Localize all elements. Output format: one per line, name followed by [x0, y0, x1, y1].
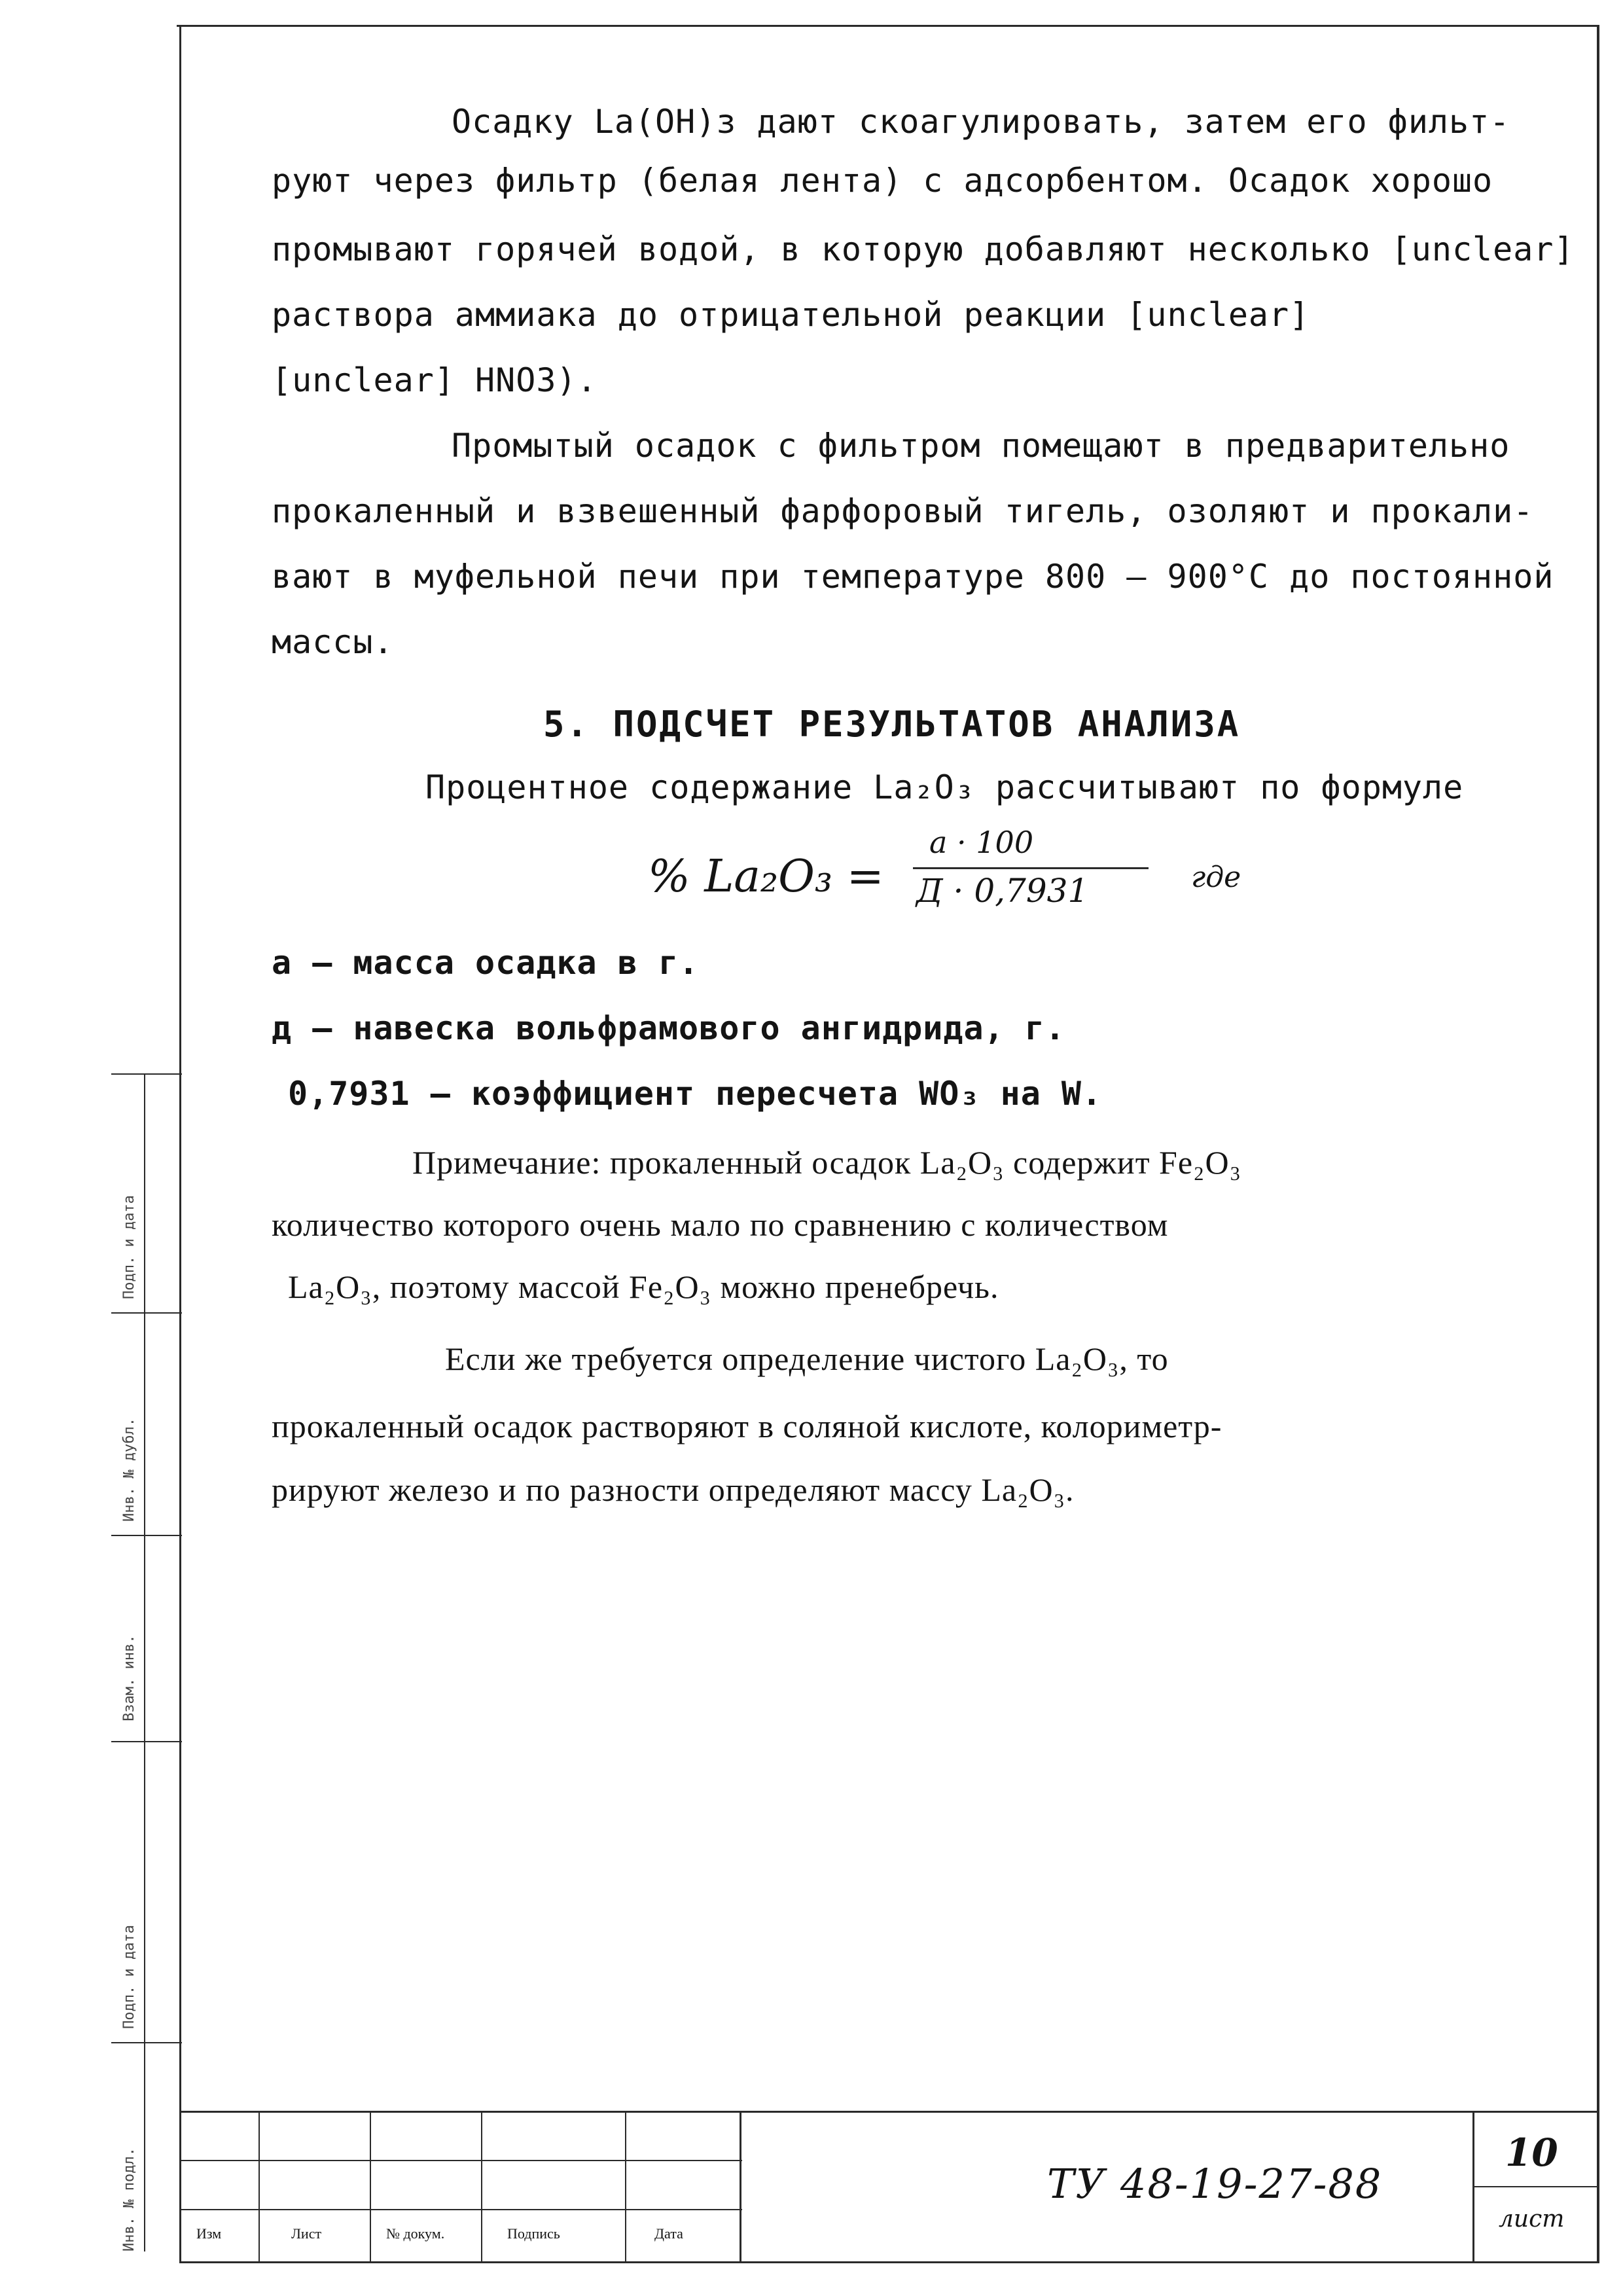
- note-line: La₂O₃, поэтому массой Fe₂O₃ можно пренебречь.: [288, 1268, 999, 1305]
- text-line: раствора аммиака до отрицательной реакции [unclear]: [272, 296, 1310, 334]
- stamp-sign-date-2: Подп. и дата: [121, 1925, 137, 2029]
- formula-tail: где: [1191, 861, 1241, 894]
- definition-line: а – масса осадка в г.: [272, 944, 700, 982]
- col-label-signature: Подпись: [507, 2225, 560, 2242]
- stamp-divider: [111, 1073, 182, 1075]
- text-line: массы.: [272, 623, 394, 661]
- stamp-divider: [111, 1312, 182, 1314]
- formula-intro-line: Процентное содержание La₂O₃ рассчитывают по формуле: [425, 768, 1464, 806]
- title-block-col-line: [481, 2111, 482, 2261]
- text-line: руют через фильтр (белая лента) с адсорбентом. Осадок хорошо: [272, 162, 1493, 200]
- sheet-number: 10: [1505, 2130, 1558, 2175]
- text-line: прокаленный осадок растворяют в соляной кислоте, колориметр-: [272, 1408, 1222, 1444]
- title-block-col-line: [625, 2111, 626, 2261]
- text-line: [unclear] HNO3).: [272, 361, 597, 399]
- col-label-izm: Изм: [196, 2225, 222, 2242]
- frame-right-line: [1597, 25, 1599, 2263]
- title-block-row-line: [179, 2209, 742, 2210]
- frame-top-line: [177, 25, 1598, 27]
- stamp-inv-dubl: Инв. № дубл.: [121, 1418, 137, 1522]
- stamp-divider: [111, 1535, 182, 1536]
- stamp-inv-podl: Инв. № подл.: [121, 2147, 137, 2251]
- frame-left-line: [179, 25, 181, 2263]
- formula-denominator: Д · 0,7931: [916, 872, 1089, 910]
- title-block-sheet-row-line: [1472, 2186, 1598, 2187]
- stamp-divider: [111, 1741, 182, 1742]
- text-line: промывают горячей водой, в которую добавляют несколько [unclear]: [272, 230, 1575, 268]
- col-label-date: Дата: [654, 2225, 683, 2242]
- stamp-sign-date: Подп. и дата: [121, 1195, 137, 1299]
- text-line: Промытый осадок с фильтром помещают в предварительно: [452, 427, 1510, 465]
- text-line: Если же требуется определение чистого La₂O₃, то: [445, 1340, 1169, 1377]
- text-line: вают в муфельной печи при температуре 800 – 900°C до постоянной: [272, 558, 1554, 596]
- col-label-doc-num: № докум.: [386, 2225, 445, 2242]
- document-code: ТУ 48-19-27-88: [1047, 2160, 1383, 2208]
- stamp-divider: [111, 2042, 182, 2043]
- sheet-label: лист: [1499, 2206, 1565, 2233]
- text-line: прокаленный и взвешенный фарфоровый тигель, озоляют и прокали-: [272, 492, 1534, 530]
- frame-bottom-line: [179, 2261, 1598, 2263]
- col-label-list: Лист: [291, 2225, 322, 2242]
- formula-fraction-bar: [913, 867, 1149, 869]
- text-line: Осадку La(OH)з дают скоагулировать, затем его фильт-: [452, 103, 1510, 141]
- definition-line: 0,7931 – коэффициент пересчета WO₃ на W.: [288, 1075, 1103, 1113]
- formula-numerator: a · 100: [929, 825, 1034, 860]
- stamp-vzam-inv: Взам. инв.: [121, 1634, 137, 1721]
- title-block-col-line: [740, 2111, 741, 2261]
- title-block-top-line: [179, 2111, 1598, 2113]
- text-line: рируют железо и по разности определяют массу La₂O₃.: [272, 1471, 1075, 1508]
- note-line: Примечание: прокаленный осадок La₂O₃ содержит Fe₂O₃: [412, 1144, 1242, 1181]
- formula-lhs: % La₂O₃ =: [648, 851, 884, 903]
- title-block-row-line: [179, 2160, 742, 2161]
- title-block-col-line: [259, 2111, 260, 2261]
- definition-line: д – навеска вольфрамового ангидрида, г.: [272, 1009, 1065, 1047]
- note-line: количество которого очень мало по сравнению с количеством: [272, 1206, 1169, 1243]
- title-block-col-line: [370, 2111, 371, 2261]
- stamp-inner-line: [144, 1073, 145, 2251]
- section-heading: 5. ПОДСЧЕТ РЕЗУЛЬТАТОВ АНАЛИЗА: [543, 704, 1241, 745]
